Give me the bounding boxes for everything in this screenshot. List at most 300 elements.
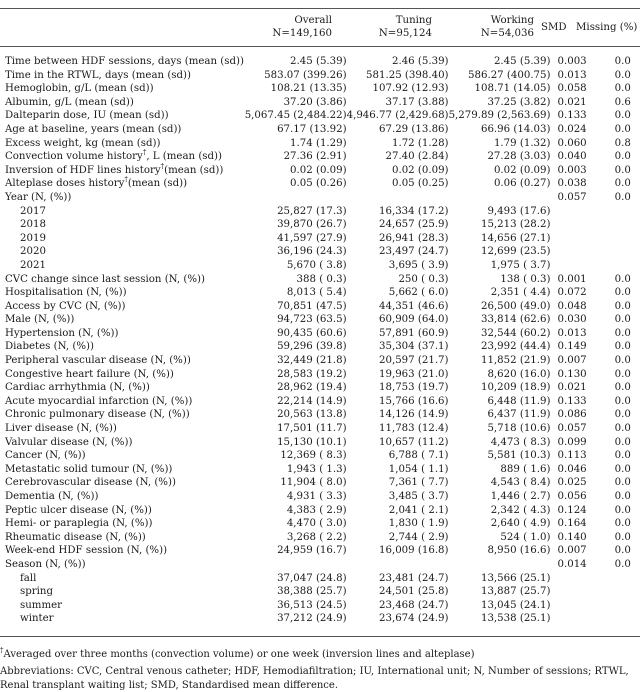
cell-working: 66.96 (14.03) [480, 123, 551, 135]
table-row [0, 381, 640, 395]
cell-working: 138 ( 0.3) [500, 273, 551, 285]
cell-label: Peripheral vascular disease (N, (%)) [5, 355, 191, 367]
cell-label: 2021 [20, 259, 46, 271]
table-subrow [0, 245, 640, 259]
cell-smd: 0.021 [557, 96, 587, 108]
header-overall-n: N=149,160 [272, 28, 332, 39]
cell-smd: 0.040 [557, 151, 587, 163]
cell-smd [551, 218, 606, 232]
cell-tuning: 1.72 (1.28) [391, 137, 449, 149]
cell-overall: 3,268 ( 2.2) [286, 531, 347, 543]
cell-tuning: 7,361 ( 7.7) [388, 477, 449, 489]
table-row [0, 150, 640, 164]
cell-smd: 0.003 [557, 164, 587, 176]
cell-smd: 0.025 [557, 477, 587, 489]
cell-working: 889 ( 1.6) [500, 463, 551, 475]
cell-overall: 2.45 (5.39) [290, 56, 347, 67]
cell-smd: 0.013 [557, 327, 587, 339]
cell-smd: 0.133 [557, 110, 587, 122]
cell-tuning: 67.29 (13.86) [379, 123, 449, 135]
cell-overall: 36,196 (24.3) [277, 246, 347, 258]
table-subrow [0, 612, 640, 626]
cell-working: 8,950 (16.6) [487, 545, 551, 557]
cell-missing [606, 232, 640, 246]
cell-overall: 4,931 ( 3.3) [286, 491, 347, 502]
cell-overall: 1,943 ( 1.3) [286, 463, 347, 475]
header-tuning-n: N=95,124 [378, 28, 432, 39]
table-row [0, 313, 640, 327]
cell-overall: 17,501 (11.7) [277, 423, 347, 435]
cell-missing: 0.8 [614, 137, 631, 149]
cell-label: Albumin, g/L (mean (sd)) [5, 96, 134, 108]
cell-label: Inversion of HDF lines history†(mean (sd)) [5, 162, 224, 176]
cell-smd: 0.072 [557, 287, 587, 299]
cell-label: Season (N, (%)) [5, 558, 86, 570]
cell-overall: 24,959 (16.7) [277, 545, 347, 557]
cell-smd: 0.046 [557, 463, 587, 475]
cell-label: 2018 [20, 219, 46, 231]
cell-missing: 0.0 [614, 314, 631, 326]
cell-missing: 0.0 [614, 518, 631, 530]
cell-label: summer [20, 599, 63, 611]
cell-missing: 0.0 [614, 463, 631, 475]
cell-tuning: 1,830 ( 1.9) [388, 518, 449, 530]
cell-working: 27.28 (3.03) [487, 151, 551, 163]
cell-working: 12,699 (23.5) [480, 246, 551, 258]
cell-missing: 0.0 [614, 491, 631, 502]
cell-overall: 5,067.45 (2,484.22) [244, 110, 347, 122]
cell-tuning: 107.92 (12.93) [372, 83, 449, 95]
cell-overall: 583.07 (399.26) [264, 69, 347, 81]
header-working [434, 14, 534, 40]
cell-overall: 388 ( 0.3) [296, 273, 347, 285]
table-row [0, 449, 640, 463]
cell-missing: 0.0 [614, 477, 631, 489]
cell-working: 8,620 (16.0) [487, 368, 551, 380]
table-row [0, 109, 640, 123]
table-row [0, 395, 640, 409]
cell-tuning [347, 191, 449, 205]
cell-overall: 70,851 (47.5) [277, 300, 347, 312]
cell-smd [551, 205, 606, 219]
cell-overall: 67.17 (13.92) [277, 123, 347, 135]
cell-working: 23,992 (44.4) [480, 341, 551, 353]
cell-label: Diabetes (N, (%)) [5, 341, 94, 353]
cell-tuning: 27.40 (2.84) [385, 151, 449, 163]
cell-tuning: 4,946.77 (2,429.68) [346, 110, 449, 122]
cell-label: Hypertension (N, (%)) [5, 327, 119, 339]
cell-tuning [347, 558, 449, 572]
cell-label: Peptic ulcer disease (N, (%)) [5, 504, 152, 516]
cell-smd: 0.057 [557, 191, 587, 203]
cell-tuning: 35,304 (37.1) [379, 341, 449, 353]
cell-working: 1,975 ( 3.7) [490, 259, 551, 271]
cell-working: 0.06 (0.27) [493, 178, 551, 190]
cell-overall: 25,827 (17.3) [277, 205, 347, 217]
cell-tuning: 26,941 (28.3) [379, 232, 449, 244]
cell-working: 1,446 ( 2.7) [490, 491, 551, 502]
cell-overall: 32,449 (21.8) [277, 355, 347, 367]
table-row [0, 544, 640, 558]
header-working-label: Working [490, 15, 534, 26]
cell-working [449, 191, 551, 205]
cell-working: 5,718 (10.6) [487, 423, 551, 435]
cell-overall: 11,904 ( 8.0) [280, 477, 347, 489]
cell-label: Time between HDF sessions, days (mean (sd)) [5, 56, 244, 67]
cell-label: CVC change since last session (N, (%)) [5, 273, 206, 285]
cell-missing: 0.0 [614, 558, 631, 570]
cell-overall: 12,369 ( 8.3) [280, 450, 347, 462]
cell-label: Cancer (N, (%)) [5, 450, 86, 462]
table-row [0, 96, 640, 110]
cell-working: 5,581 (10.3) [487, 450, 551, 462]
cell-tuning: 5,662 ( 6.0) [388, 287, 449, 299]
cell-smd: 0.057 [557, 423, 587, 435]
cell-label: Congestive heart failure (N, (%)) [5, 368, 174, 380]
cell-working: 2,351 ( 4.4) [490, 287, 551, 299]
cell-overall: 59,296 (39.8) [277, 341, 347, 353]
cell-label: Valvular disease (N, (%)) [5, 436, 133, 448]
cell-missing [606, 218, 640, 232]
cell-missing [606, 245, 640, 259]
cell-tuning: 23,481 (24.7) [379, 572, 449, 584]
cell-overall: 37,047 (24.8) [277, 572, 347, 584]
cell-missing [606, 612, 640, 626]
cell-label: Cerebrovascular disease (N, (%)) [5, 477, 176, 489]
cell-label: spring [20, 586, 53, 598]
cell-tuning: 1,054 ( 1.1) [388, 463, 449, 475]
cell-label: Time in the RTWL, days (mean (sd)) [5, 69, 191, 81]
cell-overall: 27.36 (2.91) [283, 151, 347, 163]
cell-smd [551, 599, 606, 613]
cell-tuning: 37.17 (3.88) [385, 96, 449, 108]
cell-tuning: 250 ( 0.3) [398, 273, 449, 285]
cell-missing: 0.0 [614, 341, 631, 353]
table-row [0, 408, 640, 422]
cell-label: Dementia (N, (%)) [5, 491, 99, 502]
cell-working: 13,538 (25.1) [480, 613, 551, 625]
cell-tuning: 16,009 (16.8) [379, 545, 449, 557]
cell-missing: 0.0 [614, 191, 631, 203]
table-row [0, 123, 640, 137]
cell-label: Convection volume history†, L (mean (sd)) [5, 148, 223, 163]
table-subrow [0, 205, 640, 219]
cell-label: Hemi- or paraplegia (N, (%)) [5, 518, 153, 530]
cell-missing: 0.0 [614, 287, 631, 299]
cell-tuning: 60,909 (64.0) [379, 314, 449, 326]
cell-label: Hemoglobin, g/L (mean (sd)) [5, 83, 154, 95]
cell-tuning: 16,334 (17.2) [379, 205, 449, 217]
cell-overall: 108.21 (13.35) [270, 83, 347, 95]
cell-working: 2,640 ( 4.9) [490, 518, 551, 530]
table-row [0, 177, 640, 191]
cell-working: 2.45 (5.39) [493, 56, 551, 67]
cell-missing: 0.0 [614, 164, 631, 176]
table-top-rule [0, 8, 640, 9]
table-subrow [0, 599, 640, 613]
cell-missing: 0.0 [614, 123, 631, 135]
cell-missing: 0.0 [614, 382, 631, 394]
cell-working: 524 ( 1.0) [500, 531, 551, 543]
cell-smd: 0.099 [557, 436, 587, 448]
table-row [0, 436, 640, 450]
cell-working: 1.79 (1.32) [493, 137, 551, 149]
cell-label: winter [20, 613, 54, 625]
cell-smd: 0.024 [557, 123, 587, 135]
cell-label: 2019 [20, 232, 46, 244]
header-smd: SMD [541, 22, 567, 33]
cell-label: Cardiac arrhythmia (N, (%)) [5, 382, 150, 394]
cell-overall: 38,388 (25.7) [277, 586, 347, 598]
header-missing: Missing (%) [576, 22, 638, 33]
cell-working: 6,448 (11.9) [487, 395, 551, 407]
table-header-rule [0, 46, 640, 47]
cell-overall: 36,513 (24.5) [277, 599, 347, 611]
cell-missing: 0.0 [614, 300, 631, 312]
cell-smd: 0.003 [557, 56, 587, 67]
table-row [0, 340, 640, 354]
cell-smd: 0.164 [557, 518, 587, 530]
cell-missing [606, 259, 640, 273]
cell-overall: 0.02 (0.09) [290, 164, 347, 176]
cell-working: 32,544 (60.2) [480, 327, 551, 339]
table-row [0, 286, 640, 300]
cell-label: Week-end HDF session (N, (%)) [5, 545, 168, 557]
cell-overall: 20,563 (13.8) [277, 409, 347, 421]
cell-tuning: 10,657 (11.2) [379, 436, 449, 448]
cell-missing: 0.0 [614, 273, 631, 285]
cell-overall: 15,130 (10.1) [277, 436, 347, 448]
cell-smd: 0.113 [557, 450, 587, 462]
header-tuning-label: Tuning [395, 15, 432, 26]
table-row [0, 531, 640, 545]
cell-working: 0.02 (0.09) [493, 164, 551, 176]
cell-tuning: 3,695 ( 3.9) [388, 259, 449, 271]
cell-missing: 0.0 [614, 531, 631, 543]
cell-smd: 0.014 [557, 558, 587, 570]
cell-working: 37.25 (3.82) [487, 96, 551, 108]
table-row [0, 82, 640, 96]
cell-missing: 0.0 [614, 83, 631, 95]
cell-tuning: 0.05 (0.25) [391, 178, 449, 190]
cell-missing: 0.0 [614, 327, 631, 339]
cell-working: 6,437 (11.9) [487, 409, 551, 421]
cell-working: 11,852 (21.9) [480, 355, 551, 367]
table-row [0, 69, 640, 83]
table-row [0, 558, 640, 572]
footnote-dagger: †Averaged over three months (convection volume) or one week (inversion lines and alteplase) [0, 646, 475, 660]
table-subrow [0, 572, 640, 586]
cell-label: Rheumatic disease (N, (%)) [5, 531, 146, 543]
cell-label: fall [20, 572, 37, 584]
cell-working: 26,500 (49.0) [480, 300, 551, 312]
cell-overall: 94,723 (63.5) [277, 314, 347, 326]
cell-label: 2017 [20, 205, 46, 217]
cell-missing: 0.0 [614, 436, 631, 448]
cell-tuning: 57,891 (60.9) [379, 327, 449, 339]
cell-working: 9,493 (17.6) [487, 205, 551, 217]
table-row [0, 490, 640, 504]
cell-working: 108.71 (14.05) [474, 83, 551, 95]
cell-missing: 0.0 [614, 69, 631, 81]
cell-tuning: 3,485 ( 3.7) [388, 491, 449, 502]
cell-missing: 0.0 [614, 368, 631, 380]
cell-label: Chronic pulmonary disease (N, (%)) [5, 409, 190, 421]
cell-smd [551, 259, 606, 273]
cell-smd [551, 585, 606, 599]
cell-tuning: 2,041 ( 2.1) [388, 504, 449, 516]
cell-missing: 0.0 [614, 504, 631, 516]
cell-overall: 28,962 (19.4) [277, 382, 347, 394]
cell-working [449, 558, 551, 572]
cell-overall: 22,214 (14.9) [277, 395, 347, 407]
table-subrow [0, 232, 640, 246]
cell-missing: 0.0 [614, 110, 631, 122]
cell-label: Metastatic solid tumour (N, (%)) [5, 463, 173, 475]
cell-smd: 0.058 [557, 83, 587, 95]
table-row [0, 273, 640, 287]
cell-tuning: 0.02 (0.09) [391, 164, 449, 176]
cell-smd: 0.130 [557, 368, 587, 380]
cell-tuning: 19,963 (21.0) [379, 368, 449, 380]
cell-overall [245, 558, 347, 572]
cell-overall: 39,870 (26.7) [277, 219, 347, 231]
cell-working: 33,814 (62.6) [480, 314, 551, 326]
table-row [0, 463, 640, 477]
footnote-abbreviations: Abbreviations: CVC, Central venous catheter; HDF, Hemodiafiltration; IU, International unit; N, Number of sessions; RTWL, Renal transplant waiting list; SMD, Standardised mean difference. [0, 666, 629, 691]
cell-tuning: 14,126 (14.9) [379, 409, 449, 421]
table-subrow [0, 259, 640, 273]
header-working-n: N=54,036 [480, 28, 534, 39]
cell-working: 13,566 (25.1) [480, 572, 551, 584]
characteristics-table [0, 55, 640, 626]
cell-overall: 4,383 ( 2.9) [286, 504, 347, 516]
cell-smd: 0.013 [557, 69, 587, 81]
table-row [0, 476, 640, 490]
cell-working: 4,473 ( 8.3) [490, 436, 551, 448]
cell-smd: 0.086 [557, 409, 587, 421]
cell-smd: 0.133 [557, 395, 587, 407]
table-row [0, 354, 640, 368]
cell-smd: 0.021 [557, 382, 587, 394]
cell-smd: 0.007 [557, 355, 587, 367]
cell-label: Year (N, (%)) [5, 191, 72, 203]
cell-label: 2020 [20, 246, 46, 258]
cell-smd [551, 245, 606, 259]
cell-missing [606, 205, 640, 219]
cell-overall [245, 191, 347, 205]
cell-overall: 8,013 ( 5.4) [286, 287, 347, 299]
cell-missing [606, 585, 640, 599]
cell-label: Dalteparin dose, IU (mean (sd)) [5, 110, 169, 122]
cell-overall: 1.74 (1.29) [290, 137, 347, 149]
cell-overall: 41,597 (27.9) [277, 232, 347, 244]
cell-missing: 0.0 [614, 151, 631, 163]
cell-missing [606, 572, 640, 586]
cell-tuning: 6,788 ( 7.1) [388, 450, 449, 462]
cell-label: Excess weight, kg (mean (sd)) [5, 137, 161, 149]
table-row [0, 327, 640, 341]
cell-tuning: 11,783 (12.4) [379, 423, 449, 435]
cell-smd [551, 612, 606, 626]
cell-smd: 0.038 [557, 178, 587, 190]
cell-tuning: 44,351 (46.6) [379, 300, 449, 312]
cell-tuning: 2.46 (5.39) [391, 56, 449, 67]
cell-label: Age at baseline, years (mean (sd)) [5, 123, 182, 135]
cell-tuning: 23,468 (24.7) [379, 599, 449, 611]
cell-label: Access by CVC (N, (%)) [5, 300, 126, 312]
table-bottom-rule [0, 636, 640, 637]
header-overall-label: Overall [294, 15, 332, 26]
table-subrow [0, 585, 640, 599]
cell-working: 5,279.89 (2,563.69) [448, 110, 551, 122]
cell-overall: 0.05 (0.26) [290, 178, 347, 190]
cell-smd [551, 232, 606, 246]
table-row [0, 504, 640, 518]
cell-smd: 0.140 [557, 531, 587, 543]
cell-smd: 0.030 [557, 314, 587, 326]
cell-smd: 0.001 [557, 273, 587, 285]
table-row [0, 164, 640, 178]
cell-working: 10,209 (18.9) [480, 382, 551, 394]
cell-missing: 0.0 [614, 423, 631, 435]
cell-working: 14,656 (27.1) [480, 232, 551, 244]
cell-overall: 5,670 ( 3.8) [286, 259, 347, 271]
cell-missing: 0.6 [614, 96, 631, 108]
cell-missing [606, 599, 640, 613]
cell-overall: 90,435 (60.6) [277, 327, 347, 339]
cell-label: Acute myocardial infarction (N, (%)) [5, 395, 193, 407]
cell-tuning: 20,597 (21.7) [379, 355, 449, 367]
cell-overall: 28,583 (19.2) [277, 368, 347, 380]
cell-smd: 0.149 [557, 341, 587, 353]
cell-tuning: 15,766 (16.6) [379, 395, 449, 407]
cell-working: 15,213 (28.2) [480, 219, 551, 231]
cell-tuning: 18,753 (19.7) [379, 382, 449, 394]
cell-missing: 0.0 [614, 355, 631, 367]
table-row [0, 517, 640, 531]
cell-tuning: 23,674 (24.9) [379, 613, 449, 625]
table-row [0, 300, 640, 314]
cell-missing: 0.0 [614, 395, 631, 407]
cell-label: Liver disease (N, (%)) [5, 423, 117, 435]
cell-working: 586.27 (400.75) [468, 69, 551, 81]
cell-smd: 0.007 [557, 545, 587, 557]
cell-label: Hospitalisation (N, (%)) [5, 287, 127, 299]
cell-smd: 0.048 [557, 300, 587, 312]
table-row [0, 368, 640, 382]
cell-label: Alteplase doses history†(mean (sd)) [5, 175, 188, 190]
cell-smd [551, 572, 606, 586]
cell-tuning: 24,501 (25.8) [379, 586, 449, 598]
cell-smd: 0.124 [557, 504, 587, 516]
cell-missing: 0.0 [614, 178, 631, 190]
cell-working: 13,887 (25.7) [480, 586, 551, 598]
cell-working: 13,045 (24.1) [480, 599, 551, 611]
table-row [0, 191, 640, 205]
cell-overall: 37.20 (3.86) [283, 96, 347, 108]
cell-missing: 0.0 [614, 409, 631, 421]
cell-smd: 0.056 [557, 491, 587, 502]
table-row [0, 137, 640, 151]
table-subrow [0, 218, 640, 232]
cell-tuning: 23,497 (24.7) [379, 246, 449, 258]
cell-overall: 37,212 (24.9) [277, 613, 347, 625]
table-row [0, 422, 640, 436]
cell-missing: 0.0 [614, 450, 631, 462]
cell-missing: 0.0 [614, 545, 631, 557]
table-row [0, 55, 640, 69]
